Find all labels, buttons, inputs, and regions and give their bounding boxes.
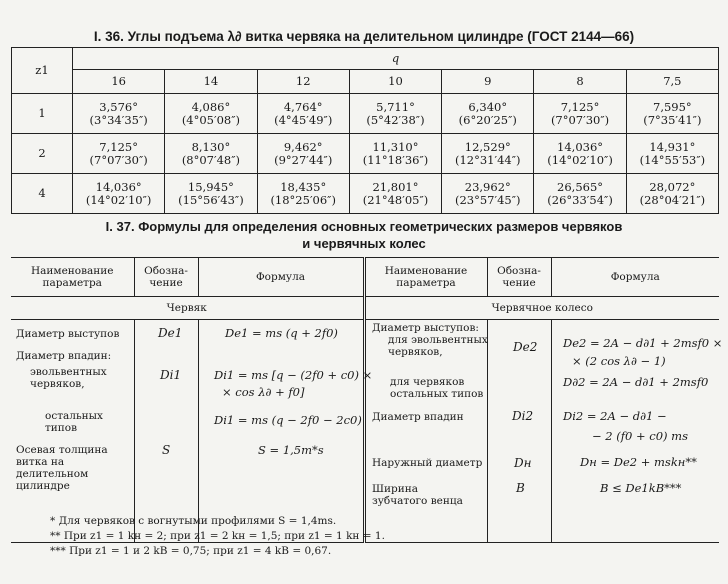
angle-decimal: 12,529° [464, 139, 511, 154]
angle-decimal: 8,130° [191, 139, 231, 154]
table-row [12, 174, 719, 214]
angle-cell [257, 174, 349, 214]
wheel-width-label: Ширина зубчатого венца [372, 483, 463, 507]
angle-dms: (18°25′06″) [270, 192, 336, 207]
footnotes [50, 514, 385, 559]
angle-cell [626, 134, 718, 174]
wheel-root-diameter-label: Диаметр впадин [372, 411, 464, 423]
symbol-header-right: Обозна-чение [487, 258, 551, 297]
angle-cell [349, 174, 441, 214]
worm-root-diameter-label: Диаметр впадин: [16, 350, 112, 362]
section-wheel: Червячное колесо [364, 297, 719, 320]
table-36-title: I. 36. Углы подъема λ∂ витка червяка на делительном цилиндре (ГОСТ 2144—66) [93, 29, 635, 44]
wheel-tip-formula-1: De2 = 2A − d∂1 + 2msf0 × [563, 336, 723, 350]
wheel-root-formula-2: − 2 (f0 + c0) ms [592, 429, 688, 443]
angle-dms: (14°02′10″) [547, 152, 613, 167]
angle-cell [257, 134, 349, 174]
angle-dms: (23°57′45″) [455, 192, 521, 207]
q-value-header: 8 [534, 70, 626, 94]
angle-dms: (4°05′08″) [181, 112, 241, 127]
angle-cell [257, 94, 349, 134]
q-value-header: 14 [165, 70, 257, 94]
angle-dms: (7°35′41″) [643, 112, 702, 127]
angle-decimal: 4,764° [283, 99, 323, 114]
angle-cell [165, 174, 257, 214]
angle-decimal: 26,565° [557, 179, 604, 194]
angle-dms: (5°42′38″) [366, 112, 425, 127]
angle-decimal: 14,036° [557, 139, 604, 154]
angle-decimal: 14,931° [649, 139, 696, 154]
table-37 [11, 257, 719, 543]
angle-decimal: 4,086° [191, 99, 231, 114]
wheel-width-symbol: B [516, 481, 525, 495]
angle-decimal: 5,711° [376, 99, 415, 114]
angle-cell [349, 134, 441, 174]
footnote-3: *** При z1 = 1 и 2 kB = 0,75; при z1 = 4 kB = 0,67. [50, 545, 332, 557]
wheel-outer-formula: Dн = De2 + mskн** [580, 455, 697, 469]
angle-dms: (14°02′10″) [85, 192, 152, 207]
formula-header-left: Формула [198, 258, 364, 297]
wheel-root-symbol: Di2 [512, 409, 534, 423]
worm-root-symbol: Di1 [160, 368, 182, 382]
wheel-tip-symbol: De2 [513, 340, 538, 354]
wheel-outer-symbol: Dн [514, 456, 532, 470]
angle-cell [534, 134, 626, 174]
angle-decimal: 21,801° [372, 179, 419, 194]
angle-decimal: 14,036° [95, 179, 142, 194]
angle-dms: (14°55′53″) [639, 152, 706, 167]
table-row [12, 94, 719, 134]
angle-dms: (8°07′48″) [181, 152, 241, 167]
footnote-2: ** При z1 = 1 kн = 2; при z1 = 2 kн = 1,5; при z1 = 1 kн = 1. [50, 530, 385, 542]
wheel-width-formula: B ≤ De1kB*** [600, 481, 682, 495]
angle-dms: (11°18′36″) [362, 152, 429, 167]
worm-root-involute-formula-2: × cos λ∂ + f0] [222, 385, 305, 399]
wheel-tip-other-formula: D∂2 = 2A − d∂1 + 2msf0 [563, 375, 709, 389]
table-36 [11, 47, 719, 214]
angle-cell [534, 94, 626, 134]
worm-thickness-label: Осевая толщина витка на делительном цилиндре [16, 444, 108, 492]
q-header: q [73, 48, 719, 70]
footnote-1: * Для червяков с вогнутыми профилями S = 1,4ms. [50, 515, 337, 527]
worm-thickness-symbol: S [162, 443, 171, 457]
section-worm: Червяк [11, 297, 364, 320]
worm-thickness-formula: S = 1,5m*s [258, 443, 324, 457]
angle-cell [534, 174, 626, 214]
wheel-root-formula-1: Di2 = 2A − d∂1 − [563, 409, 667, 423]
angle-cell [626, 174, 718, 214]
angle-decimal: 28,072° [649, 179, 696, 194]
angle-dms: (21°48′05″) [362, 192, 429, 207]
angle-cell [165, 94, 257, 134]
table-37-subtitle: и червячных колес [302, 236, 426, 251]
angle-cell [442, 94, 534, 134]
worm-root-other-formula: Di1 = ms (q − 2f0 − 2c0) [214, 413, 362, 427]
angle-decimal: 9,462° [283, 139, 323, 154]
angle-cell [73, 94, 165, 134]
q-value-header: 16 [73, 70, 165, 94]
table-row [12, 134, 719, 174]
angle-cell [349, 94, 441, 134]
angle-decimal: 6,340° [468, 99, 508, 114]
wheel-outer-diameter-label: Наружный диаметр [372, 457, 483, 469]
angle-decimal: 23,962° [464, 179, 511, 194]
q-value-header: 9 [442, 70, 534, 94]
angle-dms: (9°27′44″) [274, 152, 333, 167]
q-value-header: 7,5 [626, 70, 718, 94]
angle-dms: (4°45′49″) [274, 112, 333, 127]
z1-value: 1 [12, 94, 73, 134]
worm-tip-diameter-label: Диаметр выступов [16, 328, 120, 340]
param-header-left: Наименование параметра [11, 258, 134, 297]
table-37-title: I. 37. Формулы для определения основных геометрических размеров червяков [105, 219, 623, 234]
q-value-header: 12 [257, 70, 349, 94]
worm-tip-formula: De1 = ms (q + 2f0) [225, 326, 338, 340]
worm-root-involute-label: эвольвентных червяков, [30, 366, 107, 390]
angle-dms: (7°07′30″) [89, 152, 148, 167]
angle-cell [442, 134, 534, 174]
worm-root-involute-formula-1: Di1 = ms [q − (2f0 + c0) × [214, 368, 373, 382]
angle-decimal: 15,945° [187, 179, 234, 194]
worm-root-other-label: остальных типов [45, 410, 103, 434]
angle-decimal: 3,576° [99, 99, 138, 114]
angle-dms: (15°56′43″) [178, 192, 244, 207]
worm-tip-symbol: De1 [158, 326, 183, 340]
symbol-header-left: Обозна-чение [134, 258, 198, 297]
param-header-right: Наименование параметра [364, 258, 487, 297]
angle-dms: (3°34′35″) [89, 112, 148, 127]
angle-decimal: 7,595° [653, 99, 692, 114]
angle-dms: (28°04′21″) [639, 192, 706, 207]
z1-header: z1 [12, 48, 73, 94]
wheel-tip-formula-2: × (2 cos λ∂ − 1) [572, 354, 666, 368]
q-value-header: 10 [349, 70, 441, 94]
z1-value: 2 [12, 134, 73, 174]
wheel-tip-involute-label: для эвольвентных червяков, [388, 334, 488, 358]
angle-cell [73, 174, 165, 214]
angle-cell [626, 94, 718, 134]
angle-dms: (7°07′30″) [550, 112, 610, 127]
angle-decimal: 7,125° [560, 99, 600, 114]
angle-decimal: 18,435° [280, 179, 327, 194]
angle-decimal: 11,310° [372, 139, 419, 154]
angle-cell [442, 174, 534, 214]
angle-dms: (12°31′44″) [455, 152, 521, 167]
angle-dms: (26°33′54″) [547, 192, 613, 207]
angle-decimal: 7,125° [99, 139, 138, 154]
wheel-tip-other-label: для червяков остальных типов [390, 376, 484, 400]
angle-cell [165, 134, 257, 174]
angle-cell [73, 134, 165, 174]
wheel-tip-diameter-label: Диаметр выступов: [372, 322, 479, 334]
angle-dms: (6°20′25″) [458, 112, 517, 127]
formula-header-right: Формула [551, 258, 719, 297]
z1-value: 4 [12, 174, 73, 214]
